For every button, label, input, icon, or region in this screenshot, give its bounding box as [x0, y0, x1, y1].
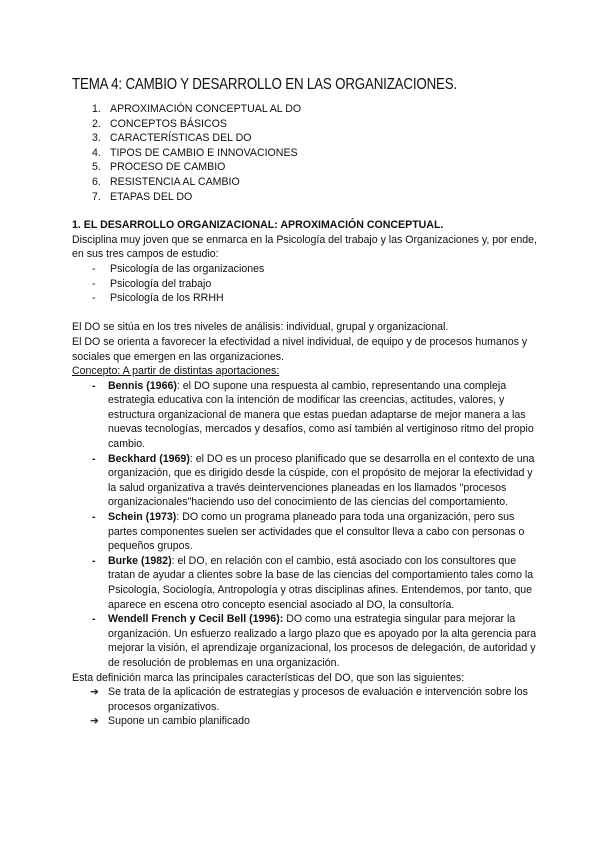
toc-item: 5. PROCESO DE CAMBIO — [92, 161, 226, 174]
list-item: - Burke (1982): el DO, en relación con el cambio, está asociado con los consultores que tratan de ayudar a clientes sobre la base de las ciencias del comportamiento tales como la Psicología, Sociología, Antropología y otras disciplinas afines. Entendemos, por tanto, que aparece en escena otro concepto esencial asociado al DO, la consultoría. — [92, 554, 534, 611]
definition-paragraph: Esta definición marca las principales características del DO, que son las siguientes: — [72, 671, 465, 684]
author-name: Wendell French y Cecil Bell (1996): — [108, 613, 284, 626]
author-name: Bennis (1966) — [108, 379, 177, 392]
intro-paragraph: Disciplina muy joven que se enmarca en la Psicología del trabajo y las Organizaciones y, por ende, en sus tres campos de estudio: — [72, 233, 538, 261]
list-item: ➔ Supone un cambio planificado — [90, 715, 250, 728]
toc-item: 1. APROXIMACIÓN CONCEPTUAL AL DO — [92, 103, 302, 115]
toc-item: 7. ETAPAS DEL DO — [92, 190, 193, 203]
levels-paragraph: El DO se sitúa en los tres niveles de análisis: individual, grupal y organizacional. — [72, 321, 449, 334]
list-item: ➔ Se trata de la aplicación de estrategias y procesos de evaluación e intervención sobre los procesos organizativos. — [90, 686, 528, 713]
arrow-icon: ➔ — [90, 715, 99, 728]
toc-item: 6. RESISTENCIA AL CAMBIO — [92, 175, 240, 188]
list-item: - Psicología de las organizaciones — [92, 262, 265, 275]
list-item: - Bennis (1966): el DO supone una respuesta al cambio, representando una compleja estrategia educativa con la intención de modificar las creencias, actitudes, valores, y estructura organizacional de manera que estas puedan adaptarse de mejor manera a las nuevas tecnologías, mercados y desafíos, como así también al vertiginoso ritmo del propio cambio. — [92, 379, 534, 451]
orientation-paragraph: El DO se orienta a favorecer la efectividad a nivel individual, de equipo y de procesos humanos y sociales que emergen en las organizaciones. — [72, 335, 528, 363]
toc-item: 2. CONCEPTOS BÁSICOS — [92, 117, 227, 130]
concept-label: Concepto: A partir de distintas aportaciones: — [72, 365, 280, 378]
author-name: Burke (1982) — [108, 554, 172, 567]
toc-item: 3. CARACTERÍSTICAS DEL DO — [92, 132, 252, 145]
arrow-icon: ➔ — [90, 686, 99, 699]
author-name: Schein (1973) — [108, 511, 177, 524]
characteristics-list — [72, 685, 540, 729]
author-name: Beckhard (1969) — [108, 452, 190, 465]
authors-list — [72, 379, 540, 671]
list-item: - Psicología de los RRHH — [92, 292, 224, 305]
page-title: TEMA 4: CAMBIO Y DESARROLLO EN LAS ORGANIZACIONES. — [72, 76, 457, 93]
fields-list — [72, 262, 540, 306]
list-item: - Schein (1973): DO como un programa planeado para toda una organización, pero sus partes componentes suelen ser actividades que el consultor lleva a cabo con personas o pequeños grupos. — [92, 511, 525, 553]
list-item: - Wendell French y Cecil Bell (1996): DO como una estrategia singular para mejorar la organización. Un esfuerzo realizado a largo plazo que es apoyado por la alta gerencia para mejorar la visión, el aprendizaje organizacional, los procesos de delegación, de autoridad y de resolución de problemas en una organización. — [92, 613, 537, 669]
list-item: - Beckhard (1969): el DO es un proceso planificado que se desarrolla en el contexto de una organización, que es dirigido desde la cúspide, con el propósito de mejorar la efectividad y la salud organizativa a través deintervenciones planeadas en los llamados "procesos organizacionales"haciendo uso del conocimiento de las ciencias del comportamiento. — [92, 452, 535, 509]
list-item: - Psicología del trabajo — [92, 277, 212, 290]
section-heading: 1. EL DESARROLLO ORGANIZACIONAL: APROXIMACIÓN CONCEPTUAL. — [72, 219, 444, 232]
toc-item: 4. TIPOS DE CAMBIO E INNOVACIONES — [92, 146, 298, 159]
table-of-contents — [92, 102, 540, 204]
